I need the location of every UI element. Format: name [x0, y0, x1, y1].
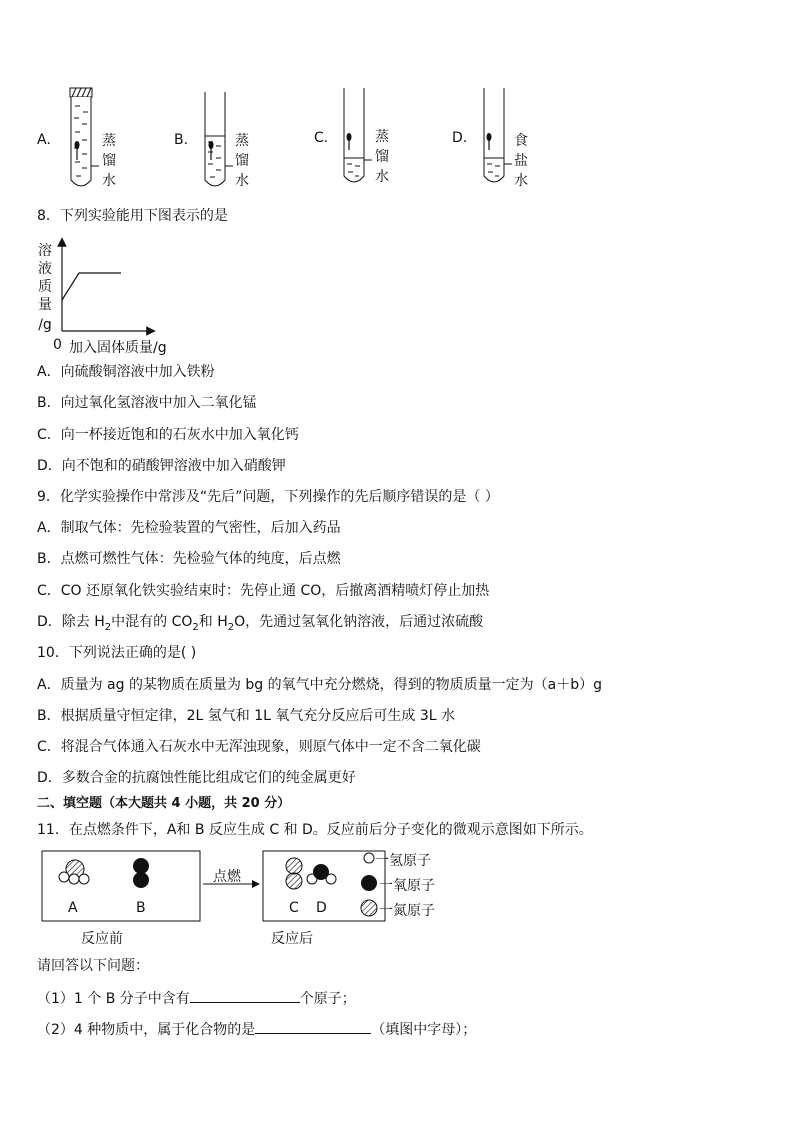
- label-char: 盐: [514, 153, 528, 169]
- before-caption: 反应前: [81, 931, 123, 947]
- y-label-char: 量: [38, 297, 52, 313]
- label-d: D: [316, 900, 327, 916]
- q7-option-c: [314, 86, 404, 191]
- origin-label: 0: [53, 337, 62, 353]
- legend-nitrogen: 一氮原子: [379, 903, 435, 919]
- label-c: C: [289, 900, 299, 916]
- q10-option-b: B．根据质量守恒定律，2L 氢气和 1L 氧气充分反应后可生成 3L 水: [37, 708, 455, 724]
- label-char: 馏: [235, 153, 249, 169]
- option-letter: A.: [37, 132, 51, 148]
- q9-option-d: [37, 613, 483, 637]
- legend-oxygen: 一氧原子: [379, 878, 435, 894]
- q9-option-a: A．制取气体：先检验装置的气密性，后加入药品: [37, 520, 341, 536]
- subscript: 2: [192, 621, 199, 633]
- test-tube-a-icon: [65, 88, 105, 193]
- y-label-char: 溶: [38, 243, 52, 259]
- label-char: 蒸: [235, 133, 249, 149]
- subscript: 2: [104, 621, 112, 633]
- legend-hydrogen: 一氢原子: [375, 853, 431, 869]
- label-char: 食: [514, 133, 528, 149]
- q8-option-d: D．向不饱和的硝酸钾溶液中加入硝酸钾: [37, 458, 286, 474]
- before-box: [42, 851, 200, 921]
- nitrogen-atom-icon: [361, 900, 377, 916]
- option-letter: D.: [452, 130, 468, 146]
- label-char: 水: [375, 169, 389, 185]
- q10-option-d: D．多数合金的抗腐蚀性能比组成它们的纯金属更好: [37, 770, 356, 786]
- label-char: 蒸: [102, 133, 116, 149]
- q10-option-a: A．质量为 ag 的某物质在质量为 bg 的氧气中充分燃烧，得到的物质质量一定为（a＋b）g: [37, 677, 602, 693]
- sub2-text-post: （填图中字母）；: [371, 1022, 477, 1038]
- text-span: 中混有的 CO: [111, 614, 193, 630]
- sub1-text-post: 个原子；: [299, 991, 356, 1007]
- hydrogen-atom-icon: [364, 853, 374, 863]
- q7-option-a: [37, 88, 127, 193]
- label-a: A: [68, 900, 78, 916]
- q11-prompt: 请回答以下问题：: [37, 958, 149, 974]
- label-char: 馏: [375, 149, 389, 165]
- arrow-label: 点燃: [213, 869, 241, 885]
- q9-option-c: C．CO 还原氧化铁实验结束时：先停止通 CO，后撤离酒精喷灯停止加热: [37, 583, 490, 599]
- y-label-char: /g: [38, 317, 52, 333]
- curve-line: [62, 273, 121, 300]
- label-char: 水: [102, 173, 116, 189]
- sub2-text: （2）4 种物质中，属于化合物的是: [37, 1022, 256, 1038]
- text-span: O，先通过氢氧化钠溶液，后通过浓硫酸: [234, 614, 484, 630]
- y-label-char: 液: [38, 261, 52, 277]
- section-title: 二、填空题（本大题共 4 小题，共 20 分）: [37, 796, 291, 811]
- q10-option-c: C．将混合气体通入石灰水中无浑浊现象，则原气体中一定不含二氧化碳: [37, 739, 481, 755]
- sub1-text: （1）1 个 B 分子中含有: [37, 991, 190, 1007]
- answer-blank-1[interactable]: [190, 988, 300, 1003]
- q11-stem: 11．在点燃条件下，A和 B 反应生成 C 和 D。反应前后分子变化的微观示意图如下所示。: [37, 822, 593, 838]
- label-char: 蒸: [375, 129, 389, 145]
- q7-option-d: [452, 86, 542, 191]
- q11-sub2: [37, 1019, 476, 1039]
- subscript: 2: [227, 621, 235, 633]
- after-caption: 反应后: [271, 931, 313, 947]
- x-axis-label: 加入固体质量/g: [69, 340, 167, 356]
- label-char: 馏: [102, 153, 116, 169]
- oxygen-atom-icon: [361, 875, 377, 891]
- reaction-diagram: [37, 846, 457, 950]
- q7-option-b: [174, 88, 264, 193]
- label-b: B: [136, 900, 146, 916]
- q9-option-b: B．点燃可燃性气体：先检验气体的纯度，后点燃: [37, 551, 341, 567]
- q9-stem: 9．化学实验操作中常涉及“先后”问题，下列操作的先后顺序错误的是（ ）: [37, 489, 499, 505]
- q8-graph: [37, 238, 197, 358]
- q8-option-b: B．向过氧化氢溶液中加入二氧化锰: [37, 395, 257, 411]
- label-char: 水: [235, 173, 249, 189]
- answer-blank-2[interactable]: [255, 1019, 371, 1034]
- q11-sub1: [37, 988, 356, 1008]
- q10-stem: 10．下列说法正确的是( ): [37, 645, 197, 661]
- text-span: D．除去 H: [37, 614, 105, 630]
- q8-stem: 8．下列实验能用下图表示的是: [37, 208, 228, 224]
- label-char: 水: [514, 173, 528, 189]
- graph-axes: [57, 238, 187, 338]
- q8-option-c: C．向一杯接近饱和的石灰水中加入氧化钙: [37, 427, 299, 443]
- option-letter: C.: [314, 130, 329, 146]
- option-letter: B.: [174, 132, 189, 148]
- q8-option-a: A．向硫酸铜溶液中加入铁粉: [37, 364, 215, 380]
- text-span: 和 H: [198, 614, 228, 630]
- y-label-char: 质: [38, 279, 52, 295]
